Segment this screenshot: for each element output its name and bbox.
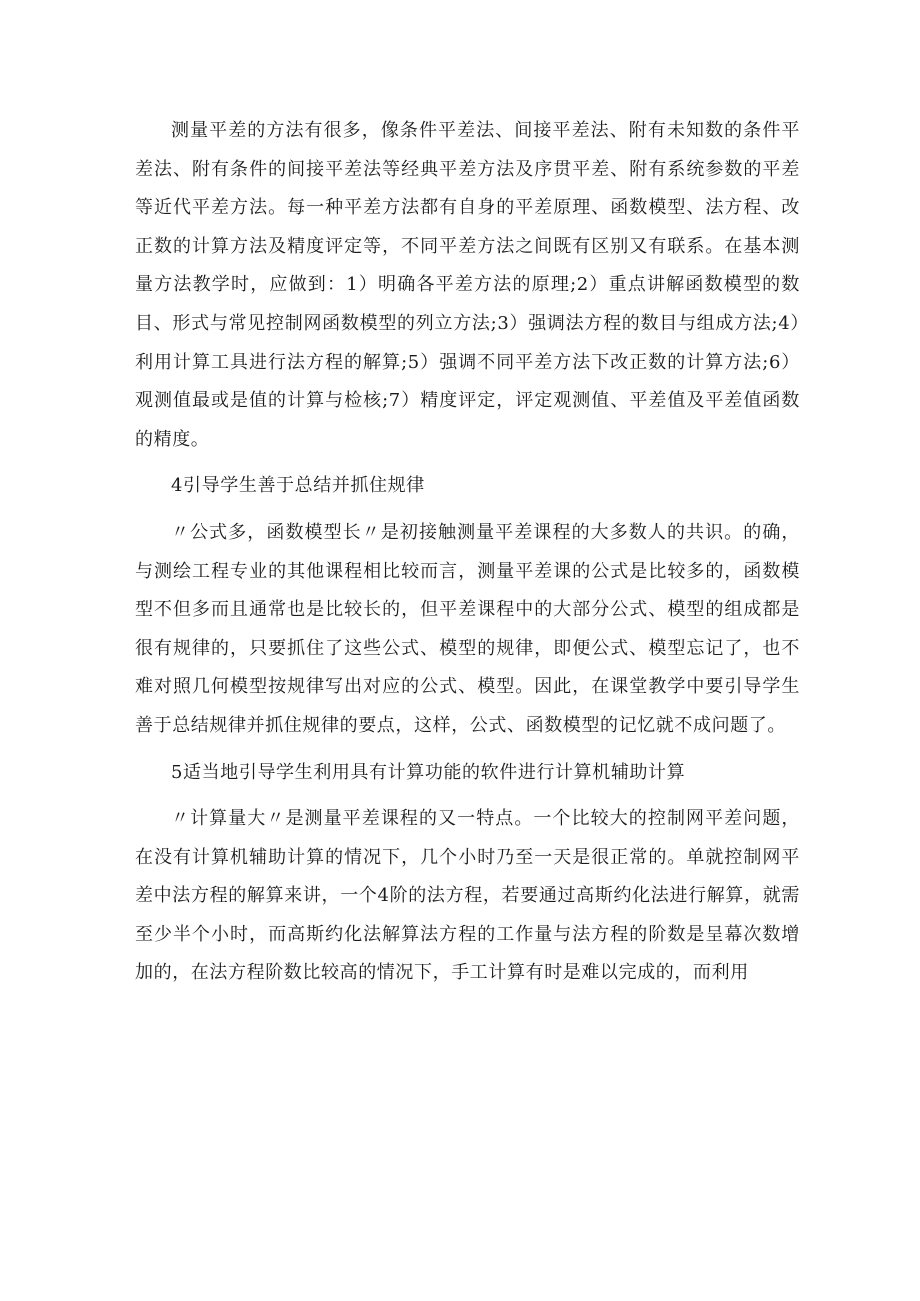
- paragraph-adjustment-methods: 测量平差的方法有很多，像条件平差法、间接平差法、附有未知数的条件平差法、附有条件的间接平差法等经典平差方法及序贯平差、附有系统参数的平差等近代平差方法。每一种平差方法都有自身的平差原理、函数模型、法方程、改正数的计算方法及精度评定等，不同平差方法之间既有区别又有联系。在基本测量方法教学时，应做到：1）明确各平差方法的原理;2）重点讲解函数模型的数目、形式与常见控制网函数模型的列立方法;3）强调法方程的数目与组成方法;4）利用计算工具进行法方程的解算;5）强调不同平差方法下改正数的计算方法;6）观测值最或是值的计算与检核;7）精度评定，评定观测值、平差值及平差值函数的精度。: [135, 120, 800, 450]
- paragraph-gap: [135, 459, 800, 467]
- paragraph-summarize-rules: 〃公式多，函数模型长〃是初接触测量平差课程的大多数人的共识。的确，与测绘工程专业的其他课程相比较而言，测量平差课的公式是比较多的，函数模型不但多而且通常也是比较长的，但平差课程中的大部分公式、模型的组成都是很有规律的，只要抓住了这些公式、模型的规律，即便公式、模型忘记了，也不难对照几何模型按规律写出对应的公式、模型。因此，在课堂教学中要引导学生善于总结规律并抓住规律的要点，这样，公式、函数模型的记忆就不成问题了。: [135, 521, 800, 736]
- paragraph-computer-aided: 〃计算量大〃是测量平差课程的又一特点。一个比较大的控制网平差问题，在没有计算机辅助计算的情况下，几个小时乃至一天是很正常的。单就控制网平差中法方程的解算来讲，一个4阶的法方程，若要通过高斯约化法进行解算，就需至少半个小时，而高斯约化法解算法方程的工作量与法方程的阶数是呈幕次数增加的，在法方程阶数比较高的情况下，手工计算有时是难以完成的，而利用: [135, 808, 800, 984]
- paragraph-gap: [135, 506, 800, 514]
- section-heading-4: 4引导学生善于总结并抓住规律: [171, 475, 425, 497]
- document-body: [135, 112, 800, 993]
- paragraph-gap: [135, 746, 800, 754]
- section-heading-5: 5适当地引导学生利用具有计算功能的软件进行计算机辅助计算: [171, 761, 686, 783]
- paragraph-gap: [135, 792, 800, 800]
